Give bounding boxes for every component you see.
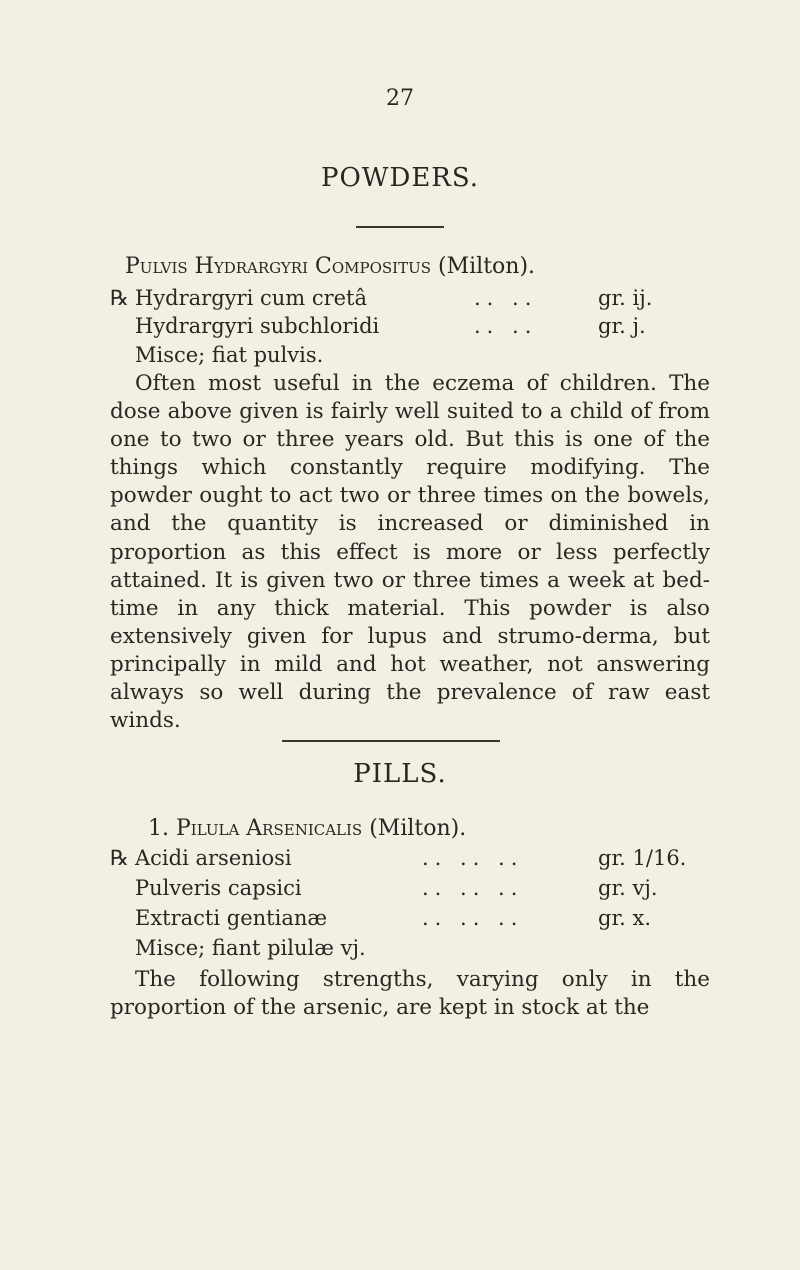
recipe-name: Pulvis Hydrargyri Compositus [125,254,432,279]
ingredient-dose: gr. x. [598,906,652,930]
leader-dots: .. .. .. [422,846,524,870]
ingredient-dose: gr. 1/16. [598,846,687,870]
rx-symbol: ℞ [110,286,129,310]
recipe-instruction: Misce; fiant pilulæ vj. [135,936,366,960]
powders-recipe-title [125,254,535,279]
powders-heading: POWDERS. [320,163,480,193]
recipe-author: (Milton). [369,816,467,841]
recipe-instruction: Misce; fiat pulvis. [135,343,324,367]
recipe-author: (Milton). [438,254,536,279]
ingredient-name: Hydrargyri subchloridi [135,314,380,338]
section-divider [282,740,500,742]
ingredient-name: Hydrargyri cum cretâ [135,286,368,310]
heading-rule [356,226,444,228]
leader-dots: .. .. [474,314,538,338]
pills-note: The following strengths, varying only in the proportion of the arsenic, are kept in stock at the [110,967,710,1021]
page-number: 27 [386,86,414,111]
powders-note: Often most useful in the eczema of children. The dose above given is fairly well suited to a child of from one to two or three years old. But this is one of the things which constantly require modifying. The powder ought to act two or three times on the bowels, and the quantity is increased or diminished in proportion as this effect is more or less perfectly attained. It is given two or three times a week at bed-time in any thick material. This powder is also extensively given for lupus and strumo-derma, but principally in mild and hot weather, not answering always so well during the prevalence of raw east winds. [110,371,710,734]
ingredient-dose: gr. ij. [598,286,653,310]
pills-heading: PILLS. [353,759,447,789]
pills-recipe-title [148,816,466,841]
leader-dots: .. .. .. [422,906,524,930]
ingredient-dose: gr. j. [598,314,646,338]
rx-symbol: ℞ [110,846,129,870]
leader-dots: .. .. [474,286,538,310]
leader-dots: .. .. .. [422,876,524,900]
ingredient-name: Pulveris capsici [135,876,302,900]
recipe-name: 1. Pilula Arsenicalis [148,816,363,841]
ingredient-name: Extracti gentianæ [135,906,328,930]
ingredient-dose: gr. vj. [598,876,658,900]
ingredient-name: Acidi arseniosi [135,846,292,870]
